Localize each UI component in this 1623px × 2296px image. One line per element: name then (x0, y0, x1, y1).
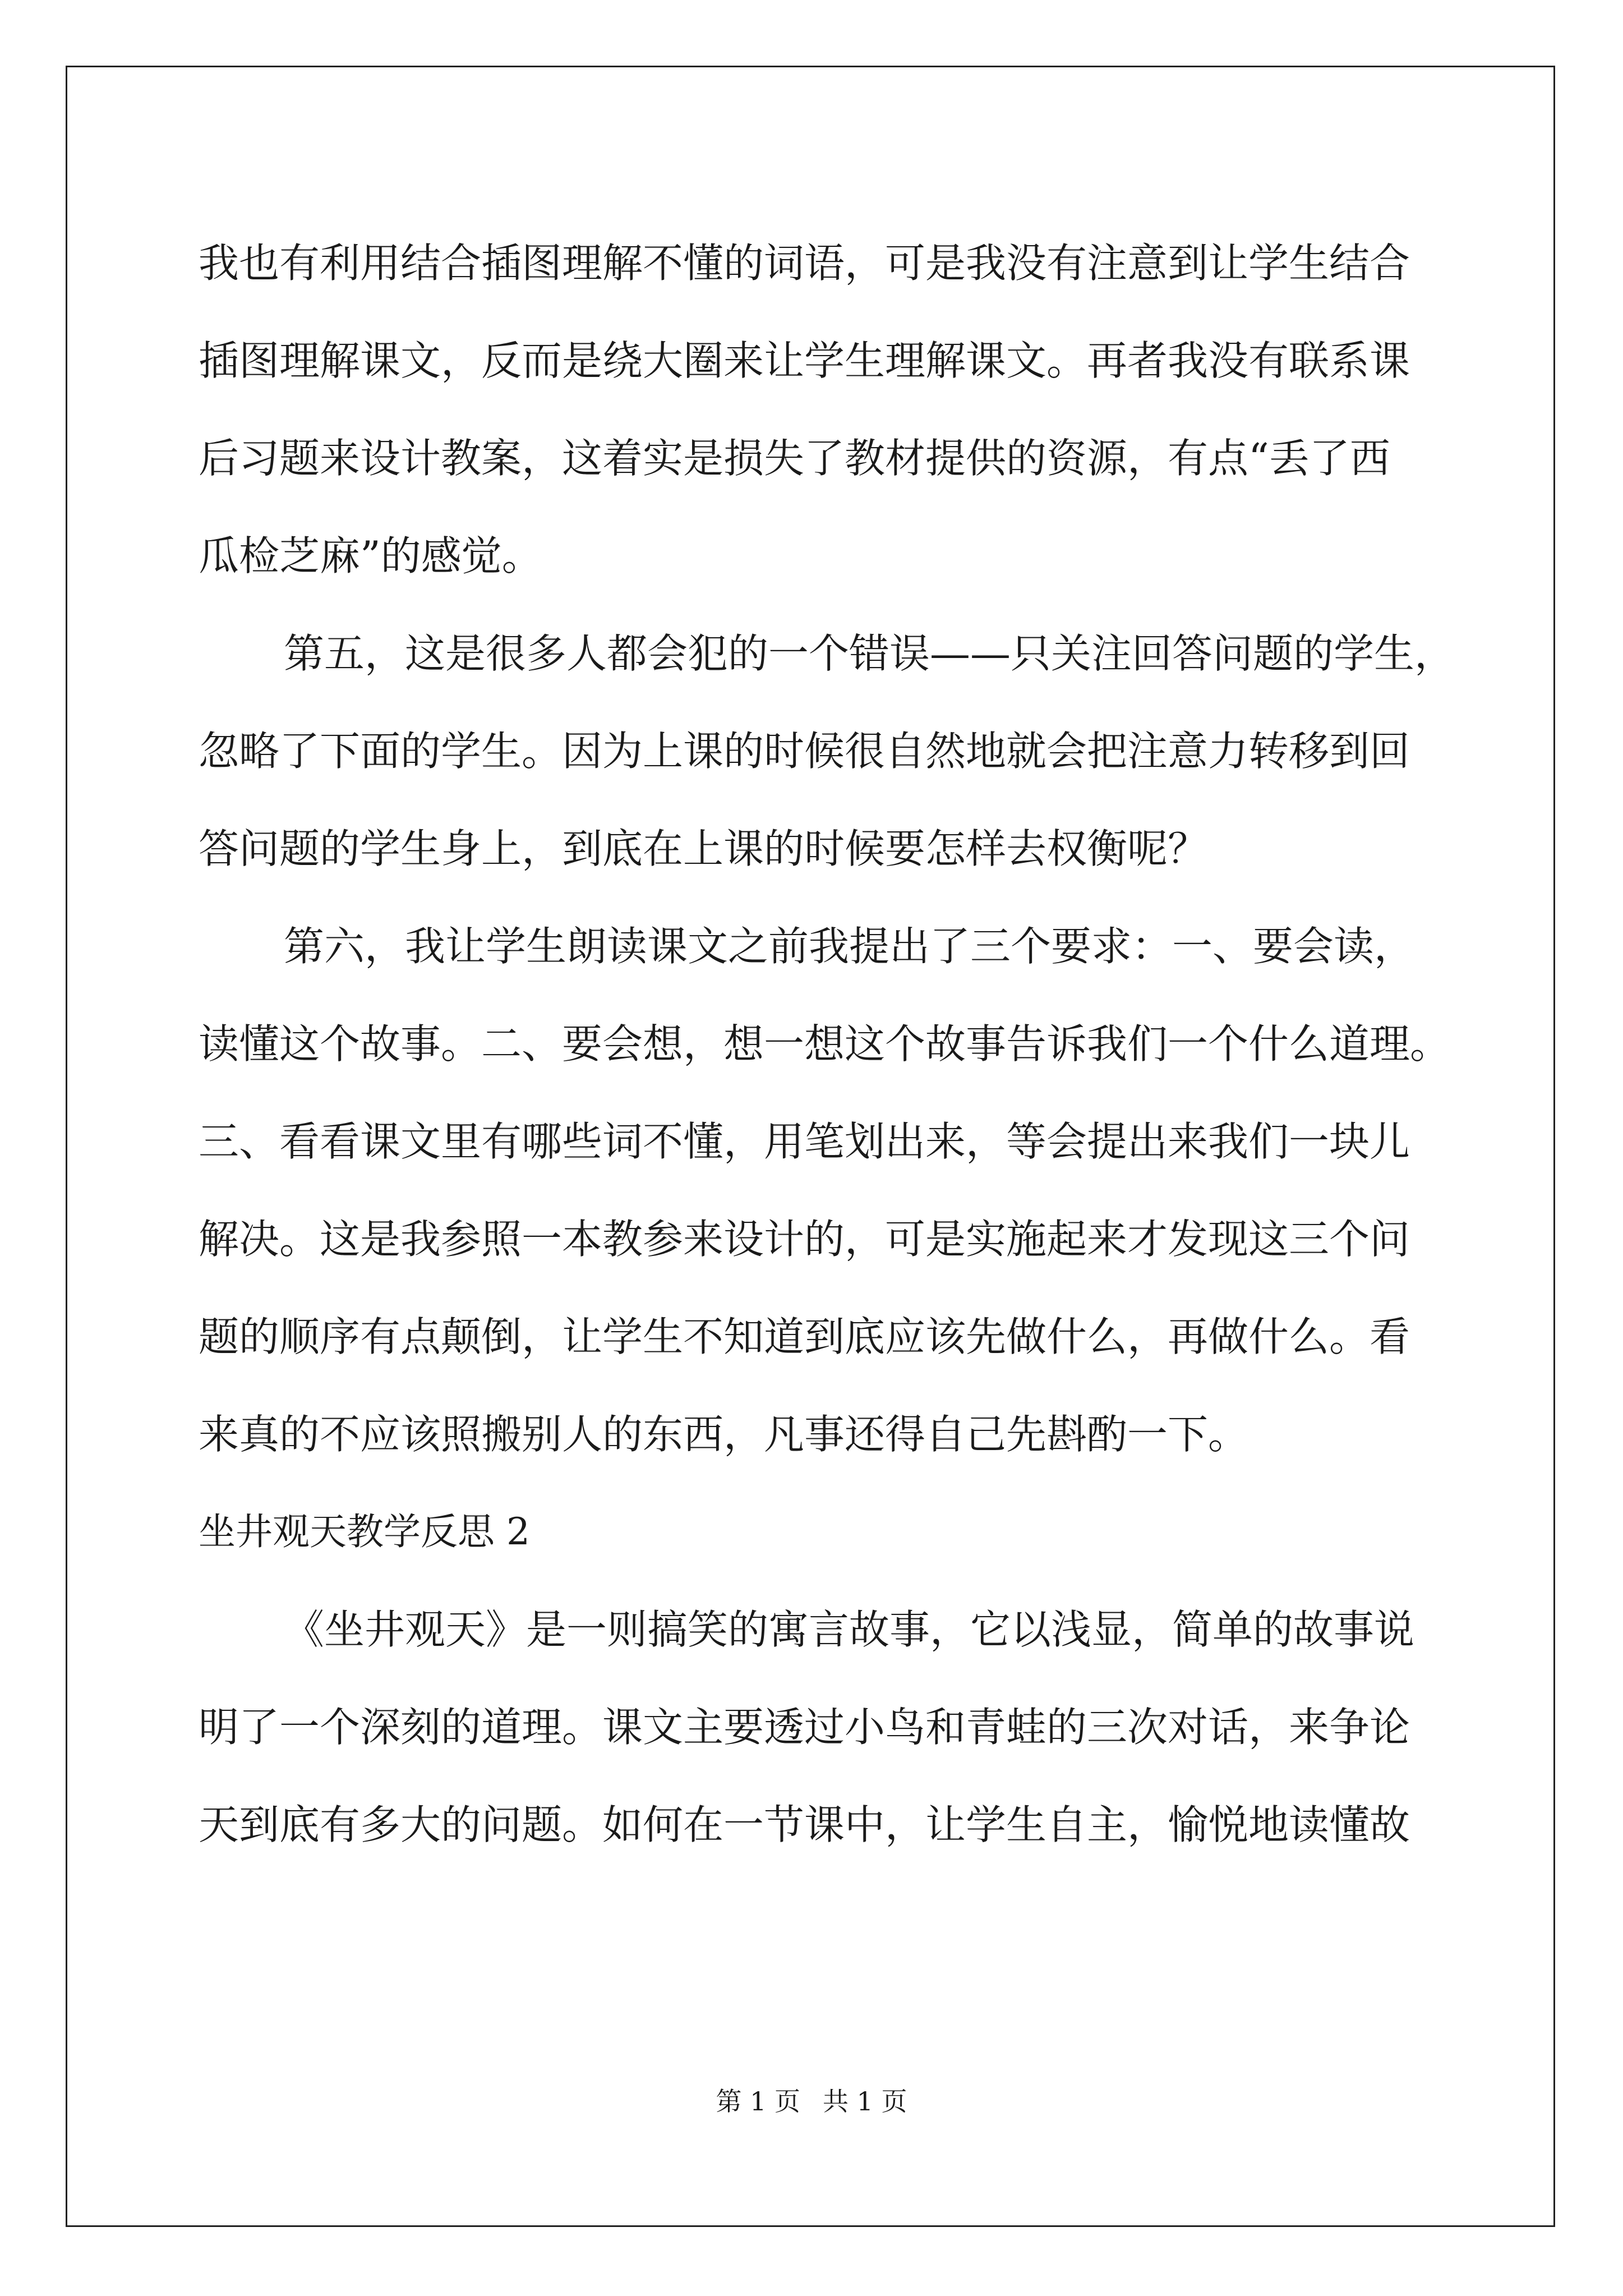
text-line-2: 插图理解课文，反而是绕大圈来让学生理解课文。再者我没有联系课 (199, 337, 1410, 384)
text-line-13: 来真的不应该照搬别人的东西，凡事还得自己先斟酌一下。 (199, 1411, 1249, 1458)
paragraph-6-start: 第六，我让学生朗读课文之前我提出了三个要求：一、要会读， (284, 923, 1415, 970)
text-line-11: 解决。这是我参照一本教参来设计的，可是实施起来才发现这三个问 (199, 1216, 1410, 1263)
text-line-1: 我也有利用结合插图理解不懂的词语，可是我没有注意到让学生结合 (199, 240, 1410, 287)
section-line-3: 天到底有多大的问题。如何在一节课中，让学生自主，愉悦地读懂故 (199, 1801, 1410, 1848)
section-paragraph-start: 《坐井观天》是一则搞笑的寓言故事，它以浅显，简单的故事说 (284, 1606, 1415, 1653)
text-line-12: 题的顺序有点颠倒，让学生不知道到底应该先做什么，再做什么。看 (199, 1313, 1410, 1360)
paragraph-5-start: 第五，这是很多人都会犯的一个错误——只关注回答问题的学生， (284, 630, 1455, 677)
page-footer (0, 2085, 1623, 2118)
page-total: 共 1 页 (823, 2086, 907, 2116)
text-line-7: 答问题的学生身上，到底在上课的时候要怎样去权衡呢？ (199, 825, 1209, 872)
text-line-10: 三、看看课文里有哪些词不懂，用笔划出来，等会提出来我们一块儿 (199, 1118, 1410, 1165)
text-line-4: 瓜检芝麻”的感觉。 (199, 532, 542, 579)
document-body (199, 214, 1460, 1874)
text-line-6: 忽略了下面的学生。因为上课的时候很自然地就会把注意力转移到回 (199, 728, 1410, 775)
text-line-9: 读懂这个故事。二、要会想，想一想这个故事告诉我们一个什么道理。 (199, 1020, 1451, 1068)
section-title: 坐井观天教学反思 2 (199, 1510, 530, 1553)
text-line-3: 后习题来设计教案，这着实是损失了教材提供的资源，有点“丢了西 (199, 435, 1390, 482)
page-number: 第 1 页 (716, 2086, 800, 2116)
section-line-2: 明了一个深刻的道理。课文主要透过小鸟和青蛙的三次对话，来争论 (199, 1704, 1410, 1751)
